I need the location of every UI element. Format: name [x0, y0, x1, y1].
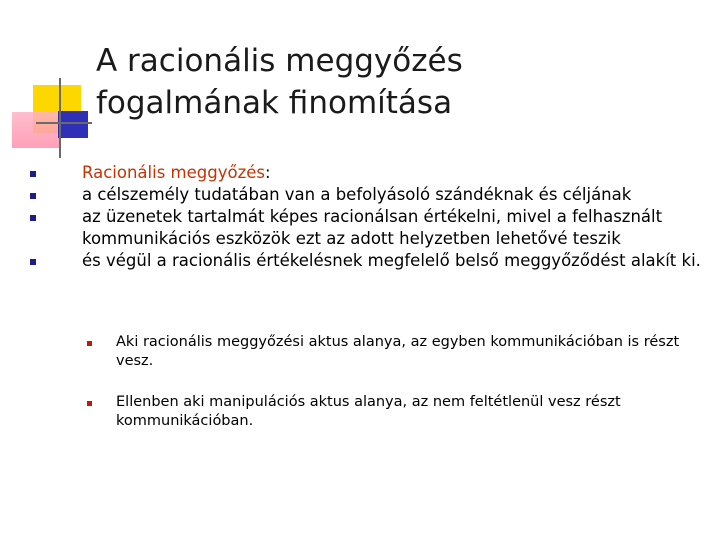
sub-bullet-text: Aki racionális meggyőzési aktus alanya, az egyben kommunikációban is részt vesz. — [116, 334, 680, 369]
logo-pink-square — [12, 112, 60, 148]
sub-bullet-text: Ellenben aki manipulációs aktus alanya, az nem feltétlenül vesz részt kommunikációban. — [116, 394, 621, 429]
bullet-item — [82, 162, 702, 184]
sub-bullet-square-icon — [87, 341, 92, 346]
bullet-text: és végül a racionális értékelésnek megfelelő belső meggyőződést alakít ki. — [82, 251, 701, 270]
slide-title-line-2: fogalmának finomítása — [96, 85, 453, 121]
bullet-square-icon — [30, 171, 36, 177]
bullet-text: a célszemély tudatában van a befolyásoló szándéknak és céljának — [82, 185, 632, 204]
bullet-square-icon — [30, 215, 36, 221]
bullet-accent-text: Racionális meggyőzés — [82, 163, 265, 182]
bullet-item — [82, 184, 702, 206]
bullet-item — [82, 250, 702, 272]
logo-blue-square — [58, 111, 88, 138]
sub-bullet-item — [116, 393, 696, 431]
logo-vertical-line — [59, 78, 61, 158]
slide-title — [96, 40, 696, 124]
sub-bullet-square-icon — [87, 401, 92, 406]
bullet-square-icon — [30, 193, 36, 199]
slide-title-line-1: A racionális meggyőzés — [96, 43, 463, 79]
bullet-item — [82, 206, 702, 250]
main-bullet-list — [82, 162, 702, 272]
sub-bullet-item — [116, 333, 696, 371]
bullet-text: : — [264, 163, 271, 182]
bullet-square-icon — [30, 259, 36, 265]
bullet-text: az üzenetek tartalmát képes racionálsan értékelni, mivel a felhasznált kommunikációs eszközök ezt az adott helyzetben lehetővé teszik — [82, 207, 663, 248]
sub-bullet-list — [116, 333, 696, 453]
logo-horizontal-line — [36, 122, 92, 124]
